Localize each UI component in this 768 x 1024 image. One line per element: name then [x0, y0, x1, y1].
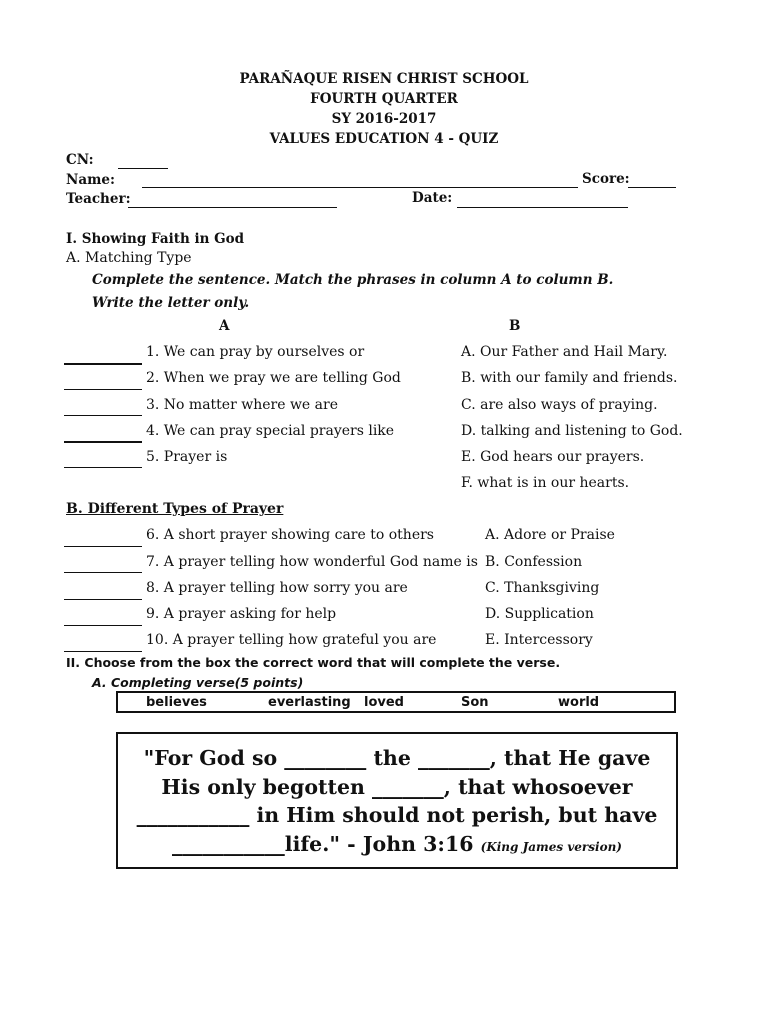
matching-item-4: 4. We can pray special prayers like	[146, 423, 395, 439]
answer-blank-2[interactable]	[64, 389, 142, 390]
name-field[interactable]	[142, 187, 578, 188]
word-world: world	[558, 695, 600, 710]
verse-text: "For God so ________ the _______, that He gave His only begotten _______, that whosoever ___________ in Him should not perish, but have ___________life." - John 3:16	[136, 746, 658, 856]
answer-blank-10[interactable]	[64, 651, 142, 652]
word-believes: believes	[146, 695, 207, 710]
answer-blank-4[interactable]	[64, 441, 142, 443]
section-b-title	[66, 501, 283, 517]
prayer-item-9: 9. A prayer asking for help	[146, 606, 337, 622]
date-label: Date:	[412, 190, 453, 206]
quiz-title: VALUES EDUCATION 4 - QUIZ	[269, 131, 499, 147]
cn-field[interactable]	[118, 168, 168, 169]
part2-section-a-title: A. Completing verse(5 points)	[92, 675, 304, 690]
score-label: Score:	[582, 171, 630, 187]
name-label: Name:	[66, 172, 115, 188]
matching-item-1: 1. We can pray by ourselves or	[146, 344, 365, 360]
word-box	[116, 691, 676, 713]
section-a-title: A. Matching Type	[66, 250, 192, 266]
answer-blank-8[interactable]	[64, 599, 142, 600]
prayer-item-10: 10. A prayer telling how grateful you are	[146, 632, 437, 648]
prayer-choice-e: E. Intercessory	[485, 632, 593, 648]
matching-choice-f: F. what is in our hearts.	[461, 475, 630, 491]
matching-choice-e: E. God hears our prayers.	[461, 449, 645, 465]
date-field[interactable]	[457, 207, 628, 208]
word-loved: loved	[364, 695, 404, 710]
matching-item-3: 3. No matter where we are	[146, 397, 338, 413]
prayer-choice-b: B. Confession	[485, 554, 583, 570]
matching-choice-a: A. Our Father and Hail Mary.	[461, 344, 668, 360]
teacher-label: Teacher:	[66, 191, 131, 207]
prayer-item-7: 7. A prayer telling how wonderful God name is	[146, 554, 478, 570]
word-son: Son	[461, 695, 489, 710]
prayer-item-8: 8. A prayer telling how sorry you are	[146, 580, 408, 596]
school-name: PARAÑAQUE RISEN CHRIST SCHOOL	[239, 71, 529, 87]
answer-blank-7[interactable]	[64, 572, 142, 573]
matching-choice-c: C. are also ways of praying.	[461, 397, 658, 413]
part2-title: II. Choose from the box the correct word that will complete the verse.	[66, 655, 561, 670]
prayer-item-6: 6. A short prayer showing care to others	[146, 527, 434, 543]
word-everlasting: everlasting	[268, 695, 351, 710]
answer-blank-9[interactable]	[64, 625, 142, 626]
prayer-choice-a: A. Adore or Praise	[485, 527, 615, 543]
answer-blank-5[interactable]	[64, 467, 142, 468]
section-b-title-text: B. Different Types of Prayer	[66, 501, 284, 517]
verse-box	[116, 732, 678, 869]
teacher-field[interactable]	[128, 207, 337, 208]
matching-item-5: 5. Prayer is	[146, 449, 228, 465]
matching-item-2: 2. When we pray we are telling God	[146, 370, 401, 386]
score-field[interactable]	[628, 187, 676, 188]
answer-blank-3[interactable]	[64, 415, 142, 416]
column-b-header: B	[509, 318, 521, 334]
instruction-line-1: Complete the sentence. Match the phrases in column A to column B.	[92, 272, 614, 288]
verse-text-block	[126, 744, 668, 861]
column-a-header: A	[219, 318, 230, 334]
quarter-label: FOURTH QUARTER	[310, 91, 458, 107]
school-year: SY 2016-2017	[331, 111, 437, 127]
matching-choice-b: B. with our family and friends.	[461, 370, 678, 386]
cn-label: CN:	[66, 152, 94, 168]
prayer-choice-d: D. Supplication	[485, 606, 594, 622]
part1-title: I. Showing Faith in God	[66, 231, 245, 247]
prayer-choice-c: C. Thanksgiving	[485, 580, 600, 596]
answer-blank-1[interactable]	[64, 363, 142, 365]
instruction-line-2: Write the letter only.	[92, 295, 250, 311]
matching-choice-d: D. talking and listening to God.	[461, 423, 683, 439]
verse-note: (King James version)	[480, 839, 622, 854]
answer-blank-6[interactable]	[64, 546, 142, 547]
